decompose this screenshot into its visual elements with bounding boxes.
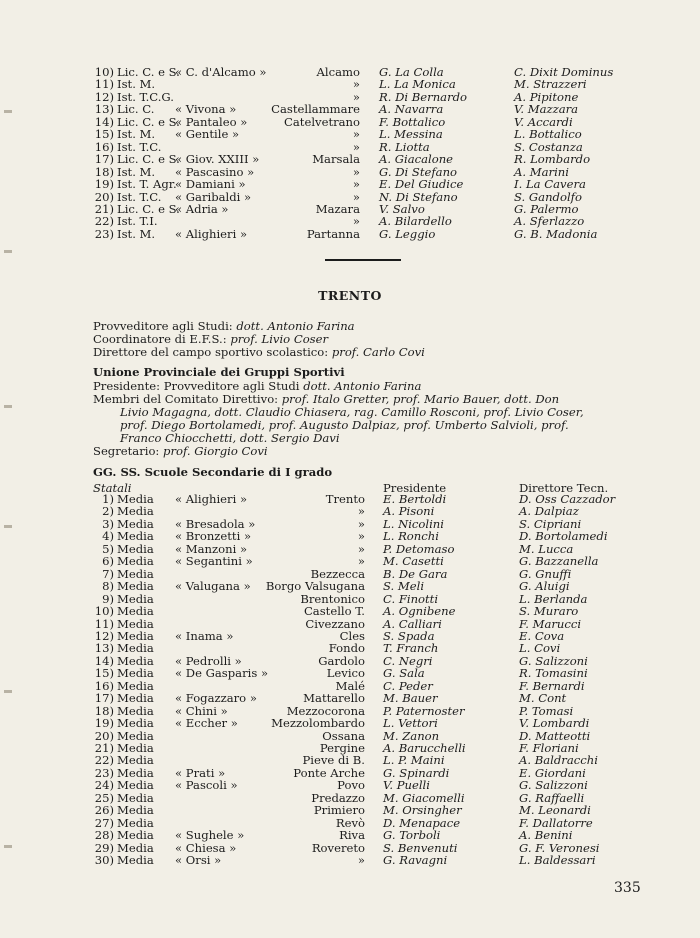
school-name: « Prati » (175, 765, 226, 780)
school-type: Media (117, 641, 154, 656)
president-name: V. Puelli (383, 778, 430, 793)
school-city: Rovereto (311, 840, 365, 855)
school-type: Media (117, 778, 154, 793)
secretary-label: Segretario: (93, 444, 160, 458)
row-number: 28) (94, 828, 114, 843)
school-city: Revò (335, 815, 365, 830)
school-city: » (357, 504, 365, 519)
school-city: » (357, 516, 365, 531)
school-type: Ist. M. (117, 77, 156, 92)
school-city: Civezzano (305, 616, 365, 631)
row-number: 14) (94, 114, 114, 129)
row-number: 18) (94, 164, 114, 179)
director-name: P. Tomasi (519, 703, 574, 718)
school-city: Primiero (313, 803, 365, 818)
school-city: Alcamo (316, 65, 360, 79)
director-name: S. Cipriani (519, 516, 582, 531)
president-name: A. Calliari (383, 616, 442, 631)
row-number: 11) (94, 616, 114, 631)
president-name: C. Peder (383, 678, 433, 693)
margin-mark (4, 405, 12, 408)
page-number: 335 (614, 880, 641, 896)
president-name: M. Casetti (383, 554, 444, 569)
director-name: M. Leonardi (519, 803, 591, 818)
school-type: Lic. C. e S. (117, 65, 180, 79)
school-name: « Pascasino » (175, 164, 255, 179)
school-name: « Pantaleo » (175, 114, 248, 129)
row-number: 19) (94, 177, 114, 192)
director-name: G. Bazzanella (519, 554, 599, 569)
school-name: « Segantini » (175, 554, 253, 569)
column-header-president: Presidente (383, 481, 447, 495)
school-name: « Chini » (175, 703, 228, 718)
school-city: Malé (335, 678, 365, 693)
president-name: L. Messina (379, 127, 443, 142)
director-name: A. Baldracchi (519, 753, 598, 768)
section-title: TRENTO (318, 288, 382, 303)
director-name: L. Berlanda (519, 591, 588, 606)
school-city: » (352, 189, 360, 204)
school-city: Brentonico (300, 591, 365, 606)
school-name: « Chiesa » (175, 840, 237, 855)
school-city: » (357, 529, 365, 544)
president-name: B. De Gara (383, 566, 448, 581)
director-name: M. Strazzeri (514, 77, 587, 92)
director-name: A. Dalpiaz (519, 504, 579, 519)
president-name: T. Franch (383, 641, 439, 656)
school-name: « C. d'Alcamo » (175, 65, 267, 79)
director-name: G. F. Veronesi (519, 840, 600, 855)
school-city: Castello T. (303, 604, 365, 619)
director-name: A. Pipitone (514, 89, 579, 104)
school-name: « Pedrolli » (175, 653, 242, 668)
director-name: D. Matteotti (519, 728, 591, 743)
school-type: Ist. M. (117, 226, 156, 241)
official-name: prof. Livio Coser (230, 332, 329, 346)
director-name: F. Marucci (519, 616, 582, 631)
school-name: « Vivona » (175, 102, 237, 117)
president-name: C. Finotti (383, 591, 439, 606)
school-type: Media (117, 616, 154, 631)
school-name: « Damiani » (175, 177, 246, 192)
school-city: Mazara (315, 201, 360, 216)
school-type: Media (117, 765, 154, 780)
school-name: « Eccher » (175, 716, 238, 731)
school-name: « Orsi » (175, 853, 222, 868)
president-name: A. Pisoni (383, 504, 435, 519)
school-name: « Garibaldi » (175, 189, 252, 204)
row-number: 30) (94, 853, 114, 868)
school-city: Ossana (322, 728, 365, 743)
row-number: 17) (94, 152, 114, 167)
school-name: « Alighieri » (175, 226, 248, 241)
row-number: 16) (94, 139, 114, 154)
school-name: « Bresadola » (175, 516, 256, 531)
president-name: C. Negri (383, 653, 433, 668)
president-name: E. Del Giudice (379, 177, 464, 192)
school-type: Lic. C. (117, 102, 155, 117)
school-type: Media (117, 741, 154, 755)
school-type: Ist. T.I. (117, 214, 158, 229)
director-name: V. Accardi (514, 114, 573, 129)
margin-mark (4, 250, 12, 253)
school-type: Media (117, 554, 154, 569)
president-name: M. Bauer (383, 691, 438, 706)
school-name: « Valugana » (175, 579, 251, 594)
row-number: 18) (94, 703, 114, 718)
school-type: Media (117, 541, 154, 556)
president-name: P. Paternoster (383, 703, 465, 718)
row-number: 27) (94, 815, 114, 830)
row-number: 2) (102, 504, 114, 519)
president-name: F. Bottalico (379, 114, 446, 129)
row-number: 10) (94, 604, 114, 619)
margin-mark (4, 690, 12, 693)
school-type: Lic. C. e S. (117, 114, 180, 129)
president-name: M. Giacomelli (383, 790, 465, 805)
school-type: Media (117, 492, 154, 506)
president-name: M. Zanon (383, 728, 440, 743)
official-label: Provveditore agli Studi: (93, 319, 233, 333)
school-city: » (352, 139, 360, 154)
school-name: « Gentile » (175, 127, 240, 142)
row-number: 13) (94, 102, 114, 117)
row-number: 24) (94, 778, 114, 793)
row-number: 12) (94, 628, 114, 643)
row-number: 6) (102, 554, 114, 569)
school-name: « Sughele » (175, 828, 245, 843)
school-type: Media (117, 678, 154, 693)
director-name: E. Giordani (519, 765, 586, 780)
school-city: Trento (325, 492, 365, 506)
president-name: S. Benvenuti (383, 840, 458, 855)
president-name: M. Orsingher (383, 803, 462, 818)
school-city: Marsala (312, 152, 360, 167)
gg-heading: GG. SS. Scuole Secondarie di I grado (93, 465, 333, 479)
school-name: « Alighieri » (175, 492, 248, 506)
president-name: N. Di Stefano (379, 189, 458, 204)
president-name: S. Meli (383, 579, 425, 594)
director-name: G. Aluigi (519, 579, 570, 594)
margin-mark (4, 110, 12, 113)
official-label: Coordinatore di E.F.S.: (93, 332, 227, 346)
row-number: 20) (94, 189, 114, 204)
school-type: Ist. T.C. (117, 189, 162, 204)
section-divider (325, 259, 401, 261)
school-type: Lic. C. e S. (117, 152, 180, 167)
president-name: L. Ronchi (383, 529, 439, 544)
president-name: A. Navarra (379, 102, 444, 117)
director-name: F. Floriani (519, 741, 579, 755)
school-type: Media (117, 516, 154, 531)
director-name: F. Dallatorre (519, 815, 593, 830)
director-name: G. Salizzoni (519, 653, 588, 668)
school-type: Media (117, 653, 154, 668)
school-type: Media (117, 529, 154, 544)
row-number: 5) (102, 541, 114, 556)
school-city: Bezzecca (310, 566, 365, 581)
school-name: « Bronzetti » (175, 529, 252, 544)
committee-label: Membri del Comitato Direttivo: (93, 392, 279, 406)
director-name: L. Bottalico (514, 127, 582, 142)
row-number: 15) (94, 666, 114, 681)
president-name: S. Spada (383, 628, 435, 643)
president-name: R. Di Bernardo (379, 89, 468, 104)
director-name: G. Palermo (514, 201, 579, 216)
school-name: « Pascoli » (175, 778, 238, 793)
director-name: G. B. Madonia (514, 226, 598, 241)
secretary-name: prof. Giorgio Covi (163, 444, 268, 458)
director-name: L. Baldessari (519, 853, 596, 868)
director-name: S. Costanza (514, 139, 583, 154)
president-name: A. Bilardello (379, 214, 452, 229)
school-type: Media (117, 840, 154, 855)
row-number: 23) (94, 765, 114, 780)
union-president-text: Provveditore agli Studi (163, 379, 300, 393)
director-name: M. Cont (519, 691, 567, 706)
president-name: G. La Colla (379, 65, 444, 79)
row-number: 26) (94, 803, 114, 818)
president-name: A. Ognibene (383, 604, 456, 619)
row-number: 21) (94, 201, 114, 216)
row-number: 9) (102, 591, 114, 606)
school-city: Riva (339, 828, 365, 843)
secretary-line (93, 445, 268, 458)
school-city: Pergine (319, 741, 365, 755)
director-name: E. Cova (519, 628, 565, 643)
row-number: 10) (94, 65, 114, 79)
school-type: Media (117, 803, 154, 818)
director-name: D. Oss Cazzador (519, 492, 616, 506)
school-city: Borgo Valsugana (265, 579, 365, 594)
school-type: Media (117, 504, 154, 519)
committee-members: Livio Magagna, dott. Claudio Chiasera, rag. Camillo Rosconi, prof. Livio Coser, (120, 405, 584, 419)
president-name: L. P. Maini (383, 753, 445, 768)
director-name: A. Benini (519, 828, 573, 843)
committee-members: Franco Chiocchetti, dott. Sergio Davi (120, 431, 340, 445)
union-heading: Unione Provinciale dei Gruppi Sportivi (93, 365, 345, 379)
director-name: S. Gandolfo (514, 189, 582, 204)
row-number: 22) (94, 753, 114, 768)
president-name: E. Bertoldi (383, 492, 447, 506)
school-name: « De Gasparis » (175, 666, 269, 681)
school-type: Ist. M. (117, 127, 156, 142)
table-row (0, 228, 700, 241)
president-name: G. Torboli (383, 828, 441, 843)
director-name: D. Bortolamedi (519, 529, 608, 544)
school-type: Media (117, 716, 154, 731)
row-number: 16) (94, 678, 114, 693)
president-name: D. Menapace (383, 815, 461, 830)
margin-mark (4, 845, 12, 848)
director-name: G. Raffaelli (519, 790, 585, 805)
director-name: R. Lombardo (514, 152, 591, 167)
director-name: V. Mazzara (514, 102, 579, 117)
row-number: 22) (94, 214, 114, 229)
school-type: Ist. T.C. (117, 139, 162, 154)
school-type: Media (117, 579, 154, 594)
school-city: » (352, 127, 360, 142)
committee-members: prof. Italo Gretter, prof. Mario Bauer, dott. Don (281, 392, 560, 406)
school-type: Ist. T.C.G. (117, 89, 174, 104)
school-city: » (352, 214, 360, 229)
director-name: M. Lucca (519, 541, 574, 556)
school-name: « Manzoni » (175, 541, 248, 556)
director-name: C. Dixit Dominus (514, 65, 614, 79)
president-name: G. Spinardi (383, 765, 450, 780)
row-number: 14) (94, 653, 114, 668)
president-name: V. Salvo (379, 201, 425, 216)
school-type: Media (117, 604, 154, 619)
school-name: « Fogazzaro » (175, 691, 257, 706)
school-city: Gardolo (318, 653, 365, 668)
row-number: 3) (102, 516, 114, 531)
school-city: » (352, 77, 360, 92)
school-city: » (357, 853, 365, 868)
president-name: R. Liotta (379, 139, 430, 154)
committee-members: prof. Diego Bortolamedi, prof. Augusto Dalpiaz, prof. Umberto Salvioli, prof. (120, 418, 569, 432)
school-city: Fondo (328, 641, 365, 656)
row-number: 29) (94, 840, 114, 855)
director-name: G. Gnuffi (519, 566, 572, 581)
column-header-director: Direttore Tecn. (519, 481, 609, 495)
row-number: 21) (94, 741, 114, 755)
school-type: Media (117, 853, 154, 868)
row-number: 12) (94, 89, 114, 104)
president-name: G. Di Stefano (379, 164, 458, 179)
row-number: 13) (94, 641, 114, 656)
president-name: A. Barucchelli (383, 741, 466, 755)
school-name: « Adria » (175, 201, 229, 216)
school-type: Media (117, 628, 154, 643)
school-city: » (352, 164, 360, 179)
school-type: Media (117, 753, 154, 768)
school-city: Mattarello (303, 691, 365, 706)
official-label: Direttore del campo sportivo scolastico: (93, 345, 329, 359)
director-name: F. Bernardi (519, 678, 585, 693)
president-name: L. Nicolini (383, 516, 444, 531)
school-type: Media (117, 591, 154, 606)
school-type: Ist. T. Agr. (117, 177, 177, 192)
official-name: prof. Carlo Covi (331, 345, 425, 359)
school-type: Media (117, 703, 154, 718)
director-name: A. Sferlazzo (514, 214, 585, 229)
column-header-statali: Statali (93, 481, 132, 495)
school-city: Povo (337, 778, 365, 793)
school-type: Media (117, 790, 154, 805)
president-name: P. Detomaso (383, 541, 455, 556)
union-president-label: Presidente: (93, 379, 161, 393)
school-name: « Giov. XXIII » (175, 152, 260, 167)
row-number: 20) (94, 728, 114, 743)
row-number: 4) (102, 529, 114, 544)
director-name: I. La Cavera (514, 177, 586, 192)
school-city: Mezzolombardo (271, 716, 365, 731)
president-name: L. La Monica (379, 77, 456, 92)
director-name: L. Covi (519, 641, 561, 656)
school-city: Partanna (306, 226, 360, 241)
row-number: 11) (94, 77, 114, 92)
union-president-name: dott. Antonio Farina (303, 379, 422, 393)
school-city: Ponte Arche (293, 765, 365, 780)
row-number: 7) (102, 566, 114, 581)
president-name: G. Sala (383, 666, 425, 681)
school-type: Media (117, 566, 154, 581)
director-name: A. Marini (514, 164, 569, 179)
official-line (93, 346, 425, 359)
president-name: G. Leggio (379, 226, 436, 241)
table-row (0, 854, 700, 867)
school-type: Media (117, 691, 154, 706)
school-name: « Inama » (175, 628, 234, 643)
director-name: R. Tomasini (519, 666, 588, 681)
director-name: G. Salizzoni (519, 778, 588, 793)
row-number: 17) (94, 691, 114, 706)
row-number: 1) (102, 492, 114, 506)
margin-mark (4, 525, 12, 528)
official-name: dott. Antonio Farina (236, 319, 355, 333)
school-type: Media (117, 815, 154, 830)
school-city: Cles (339, 628, 365, 643)
director-name: S. Muraro (519, 604, 579, 619)
school-city: Castellammare (271, 102, 360, 117)
school-type: Lic. C. e S. (117, 201, 180, 216)
school-city: » (357, 554, 365, 569)
school-city: » (352, 89, 360, 104)
school-type: Media (117, 666, 154, 681)
school-city: » (352, 177, 360, 192)
row-number: 8) (102, 579, 114, 594)
school-city: Pieve di B. (302, 753, 365, 768)
row-number: 19) (94, 716, 114, 731)
president-name: L. Vettori (383, 716, 438, 731)
school-city: Mezzocorona (286, 703, 365, 718)
school-city: Predazzo (311, 790, 365, 805)
school-city: Catelvetrano (284, 114, 360, 129)
president-name: A. Giacalone (379, 152, 454, 167)
school-type: Media (117, 728, 154, 743)
president-name: G. Ravagni (383, 853, 448, 868)
school-city: » (357, 541, 365, 556)
row-number: 15) (94, 127, 114, 142)
school-type: Ist. M. (117, 164, 156, 179)
school-type: Media (117, 828, 154, 843)
row-number: 23) (94, 226, 114, 241)
director-name: V. Lombardi (519, 716, 590, 731)
row-number: 25) (94, 790, 114, 805)
school-city: Levico (326, 666, 365, 681)
